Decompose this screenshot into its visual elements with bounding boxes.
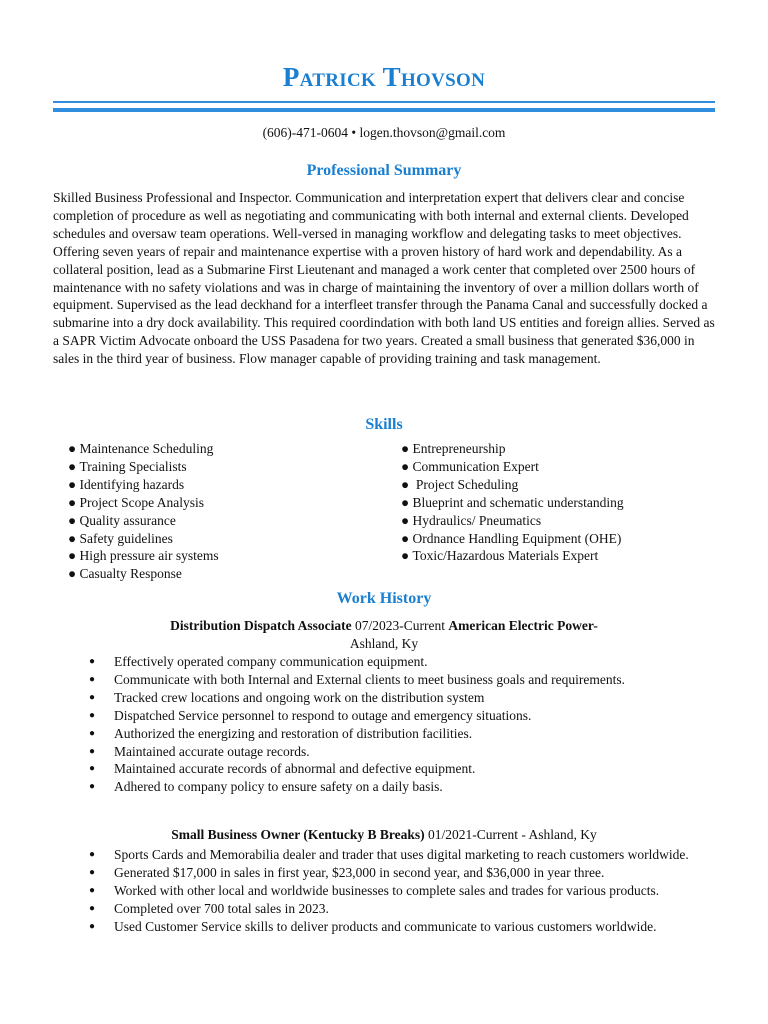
skills-list-right [401,440,624,565]
list-item: ● Dispatched Service personnel to respond to outage and emergency situations. [89,707,699,725]
job-bullets [89,653,699,796]
skill-item: ● Training Specialists [68,458,219,476]
list-item: ● Authorized the energizing and restoration of distribution facilities. [89,725,699,743]
summary-text: Skilled Business Professional and Inspector. Communication and interpretation expert that delivers clear and concise completion of procedure as well as negotiating and communicating with both internal and external clients. Developed schedules and oversaw team operations. Well-versed in managing workflow and delegating tasks to meet objectives. Offering seven years of repair and maintenance expertise with a proven history of hard work and dependability. As a collateral position, lead as a Submarine First Lieutenant and managed a work center that completed over 2500 hours of maintenance with no safety violations and was in charge of maintaining the inventory of over a million dollars worth of equipment. Supervised as the lead deckhand for a interfleet transfer through the Panama Canal and successfully docked a submarine into a dry dock availability. This required coordindation with both land US entities and foreign allies. Served as a SAPR Victim Advocate onboard the USS Pasadena for two years. Created a small business that generated $36,000 in sales in the third year of business. Flow manager capable of providing training and task management. [53,190,715,367]
skill-item: ● High pressure air systems [68,547,219,565]
list-item: ● Maintained accurate records of abnormal and defective equipment. [89,760,699,778]
skill-item: ● Entrepreneurship [401,440,624,458]
skill-item: ● Toxic/Hazardous Materials Expert [401,547,624,565]
skill-item: ● Communication Expert [401,458,624,476]
list-item: ● Effectively operated company communication equipment. [89,653,699,671]
list-item: ● Tracked crew locations and ongoing work on the distribution system [89,689,699,707]
contact-info: (606)-471-0604 • logen.thovson@gmail.com [262,125,506,140]
list-item: ● Sports Cards and Memorabilia dealer and trader that uses digital marketing to reach customers worldwide. [89,846,699,864]
job-location: Ashland, Ky [349,635,419,651]
job-bullets [89,846,699,936]
list-item: ● Used Customer Service skills to deliver products and communicate to various customers worldwide. [89,918,699,936]
job-title: Distribution Dispatch Associate [170,618,352,633]
job-dates: 01/2021-Current - Ashland, Ky [424,827,597,842]
skill-item: ● Project Scope Analysis [68,494,219,512]
header-rule-thin [53,101,715,103]
skill-item: ● Blueprint and schematic understanding [401,494,624,512]
list-item: ● Worked with other local and worldwide businesses to complete sales and trades for various products. [89,882,699,900]
skills-list-left [68,440,219,583]
skill-item: ● Identifying hazards [68,476,219,494]
skill-item: ● Safety guidelines [68,530,219,548]
work-history-heading: Work History [336,590,432,607]
job-title: Small Business Owner (Kentucky B Breaks) [171,827,425,842]
skills-heading: Skills [365,416,403,433]
skill-item: ● Maintenance Scheduling [68,440,219,458]
list-item: ● Adhered to company policy to ensure safety on a daily basis. [89,778,699,796]
list-item: ● Completed over 700 total sales in 2023. [89,900,699,918]
job-header [0,617,768,653]
summary-heading: Professional Summary [306,162,462,179]
candidate-name: Patrick Thovson [282,62,486,92]
skill-item: ● Casualty Response [68,565,219,583]
skill-item: ● Quality assurance [68,512,219,530]
skill-item: ● Project Scheduling [401,476,624,494]
job-company: American Electric Power- [448,618,598,633]
list-item: ● Generated $17,000 in sales in first year, $23,000 in second year, and $36,000 in year three. [89,864,699,882]
job-header [0,826,768,844]
list-item: ● Communicate with both Internal and External clients to meet business goals and requirements. [89,671,699,689]
job-dates: 07/2023-Current [351,618,449,633]
skill-item: ● Hydraulics/ Pneumatics [401,512,624,530]
header-rule-thick [53,108,715,112]
skill-item: ● Ordnance Handling Equipment (OHE) [401,530,624,548]
list-item: ● Maintained accurate outage records. [89,743,699,761]
